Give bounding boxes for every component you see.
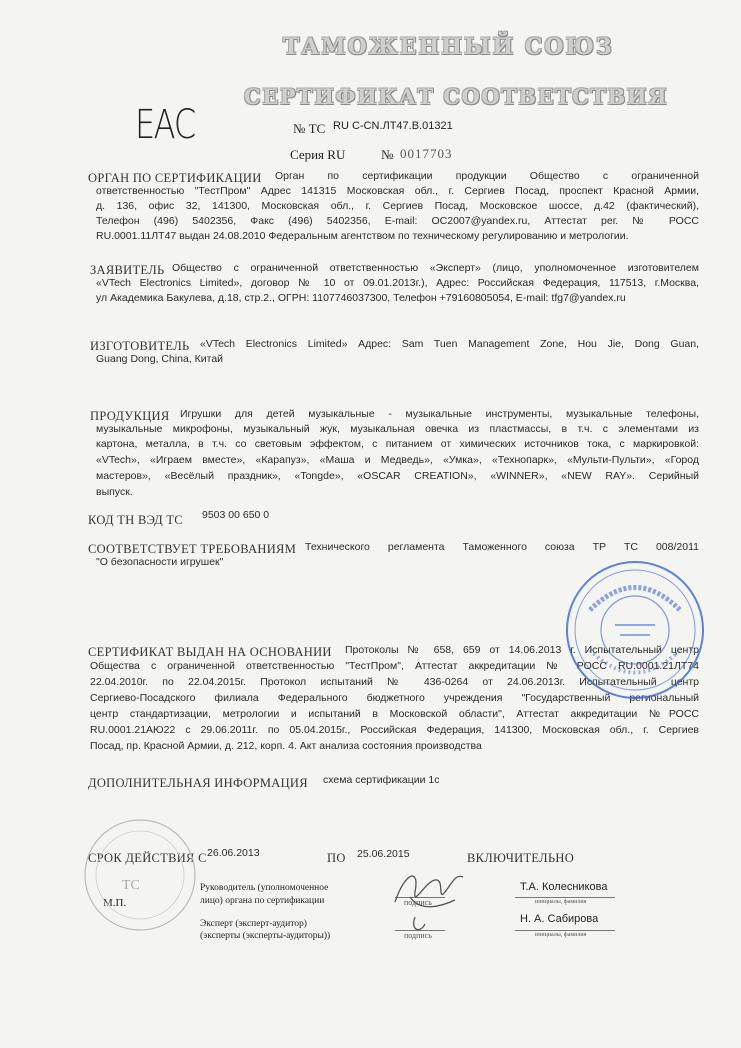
manufacturer-label: ИЗГОТОВИТЕЛЬ bbox=[90, 339, 190, 353]
series-number-label: № bbox=[381, 147, 394, 162]
organ-line-2: ответственностью "ТестПром" Адрес 141315 Московская обл., г. Сергиев Посад, проспект Красной Армии, bbox=[96, 186, 699, 197]
seal-stamp bbox=[80, 815, 220, 935]
head-name: Т.А. Колесникова bbox=[520, 881, 608, 893]
applicant-line-3: ул Академика Бакулева, д.18, стр.2., ОГРН: 1107746037300, Телефон +79160805054, E-mail: tfg7@yandex.ru bbox=[96, 293, 626, 304]
eac-mark: ЕАС bbox=[135, 102, 195, 148]
head-name-line bbox=[515, 897, 615, 898]
manufacturer-stamp bbox=[560, 555, 710, 705]
validity-label: СРОК ДЕЙСТВИЯ С bbox=[88, 851, 207, 865]
basis-line-4: Сергиево-Посадского филиала Федерального бюджетного учреждения "Государственный региональный bbox=[90, 693, 699, 704]
product-line-1: Игрушки для детей музыкальные - музыкальные инструменты, музыкальные телефоны, bbox=[180, 409, 699, 420]
conformity-line-2: "О безопасности игрушек" bbox=[96, 556, 224, 568]
head-name-caption: инициалы, фамилия bbox=[535, 899, 587, 905]
validity-from: 26.06.2013 bbox=[207, 847, 260, 859]
product-line-3: картона, металла, в т.ч. со световым эффектом, с питанием от химических источников тока, с маркировкой: bbox=[96, 439, 699, 450]
handwritten-signature bbox=[385, 862, 470, 937]
union-title: ТАМОЖЕННЫЙ СОЮЗ bbox=[283, 34, 614, 60]
additional-label: ДОПОЛНИТЕЛЬНАЯ ИНФОРМАЦИЯ bbox=[88, 776, 308, 790]
validity-inclusive: ВКЛЮЧИТЕЛЬНО bbox=[467, 851, 575, 865]
expert-name-caption: инициалы, фамилия bbox=[535, 932, 587, 938]
certificate-title: СЕРТИФИКАТ СООТВЕТСТВИЯ bbox=[244, 84, 669, 109]
validity-to: 25.06.2015 bbox=[357, 848, 410, 860]
basis-line-5: центр стандартизации, метрологии и испытаний в Московской области", Аттестат аккредитации №РОСС bbox=[90, 709, 699, 720]
basis-label: СЕРТИФИКАТ ВЫДАН НА ОСНОВАНИИ bbox=[88, 645, 332, 659]
conformity-line-1: Технического регламента Таможенного союза ТР ТС 008/2011 bbox=[305, 542, 699, 553]
basis-line-2: Общества с ограниченной ответственностью "ТестПром", Аттестат аккредитации № РОСС RU.0001.21ЛТ74 bbox=[90, 661, 699, 672]
series-number: 0017703 bbox=[400, 146, 453, 161]
series-label: Серия RU bbox=[290, 147, 346, 162]
additional-value: схема сертификации 1с bbox=[323, 774, 440, 786]
code-label: КОД ТН ВЭД ТС bbox=[88, 513, 183, 527]
head-caption-line-1: Руководитель (уполномоченное bbox=[200, 883, 329, 893]
manufacturer-line-2: Guang Dong, China, Китай bbox=[96, 353, 224, 365]
basis-line-7: Посад, пр. Красной Армии, д. 212, корп. 4. Акт анализа состояния производства bbox=[90, 740, 482, 752]
applicant-line-1: Общество с ограниченной ответственностью «Эксперт» (лицо, уполномоченное изготовителем bbox=[172, 263, 699, 274]
expert-name-line bbox=[515, 930, 615, 931]
validity-to-label: ПО bbox=[327, 851, 346, 865]
product-line-6: выпуск. bbox=[96, 486, 133, 498]
expert-name: Н. А. Сабирова bbox=[520, 913, 599, 925]
svg-text:ТС: ТС bbox=[122, 878, 140, 893]
expert-caption-line-2: (эксперты (эксперты-аудиторы)) bbox=[200, 931, 331, 941]
product-line-2: музыкальные микрофоны, музыкальный жук, музыкальная овечка из пластмассы, в т.ч. с элементами из bbox=[96, 424, 699, 435]
organ-line-3: д. 136, офис 32, 141300, Московская обл., г. Сергиев Посад, Московское шоссе, д.42 (фактический), bbox=[96, 201, 699, 212]
organ-line-4: Телефон (496) 5402356, Факс (496) 5402356, E-mail: OC2007@yandex.ru, Аттестат рег. № РОСС bbox=[96, 216, 699, 227]
basis-line-6: RU.0001.21АЮ22 с 29.06.2011г. по 05.04.2015г., Российская Федерация, 141300, Московская обл., г. Сергиев bbox=[90, 725, 699, 736]
expert-caption-line-1: Эксперт (эксперт-аудитор) bbox=[200, 919, 307, 929]
expert-signature-caption: подпись bbox=[404, 931, 432, 940]
organ-line-1: Орган по сертификации продукции Общество с ограниченной bbox=[275, 171, 699, 182]
applicant-line-2: «VTech Electronics Limited», договор № 10 от 09.01.2013г.), Адрес: Российская Федерация, 117513, г.Москва, bbox=[96, 278, 699, 289]
basis-line-3: 22.04.2010г. по 22.04.2015г. Протокол испытаний № 436-0264 от 24.06.2013г. Испытательный центр bbox=[90, 677, 699, 688]
conformity-label: СООТВЕТСТВУЕТ ТРЕБОВАНИЯМ bbox=[88, 542, 297, 556]
manufacturer-line-1: «VTech Electronics Limited» Адрес: Sam Tuen Management Zone, Hou Jie, Dong Guan, bbox=[200, 339, 699, 350]
certificate-number: RU С-CN.ЛТ47.В.01321 bbox=[333, 120, 453, 132]
head-signature-caption: подпись bbox=[404, 898, 432, 907]
product-label: ПРОДУКЦИЯ bbox=[90, 409, 170, 423]
applicant-label: ЗАЯВИТЕЛЬ bbox=[90, 263, 165, 277]
product-line-4: «VTech», «Играем вместе», «Карапуз», «Маша и Медведь», «Умка», «Технопарк», «Мульти-Пульти», «Город bbox=[96, 455, 699, 466]
organ-label: ОРГАН ПО СЕРТИФИКАЦИИ bbox=[88, 171, 262, 185]
mp-label: М.П. bbox=[103, 897, 127, 909]
organ-line-5: RU.0001.11ЛТ47 выдан 24.08.2010 Федеральным агентством по техническому регулированию и метрологии. bbox=[96, 231, 629, 242]
number-label: № ТС bbox=[293, 121, 326, 136]
code-value: 9503 00 650 0 bbox=[202, 509, 270, 521]
product-line-5: мастеров», «Весёлый праздник», «Tongde», «OSCAR CREATION», «WINNER», «NEW RAY». Серийный bbox=[96, 471, 699, 482]
head-caption-line-2: лицо) органа по сертификации bbox=[200, 896, 325, 906]
basis-line-1: Протоколы № 658, 659 от 14.06.2013 г. Испытательный центр bbox=[345, 645, 699, 656]
